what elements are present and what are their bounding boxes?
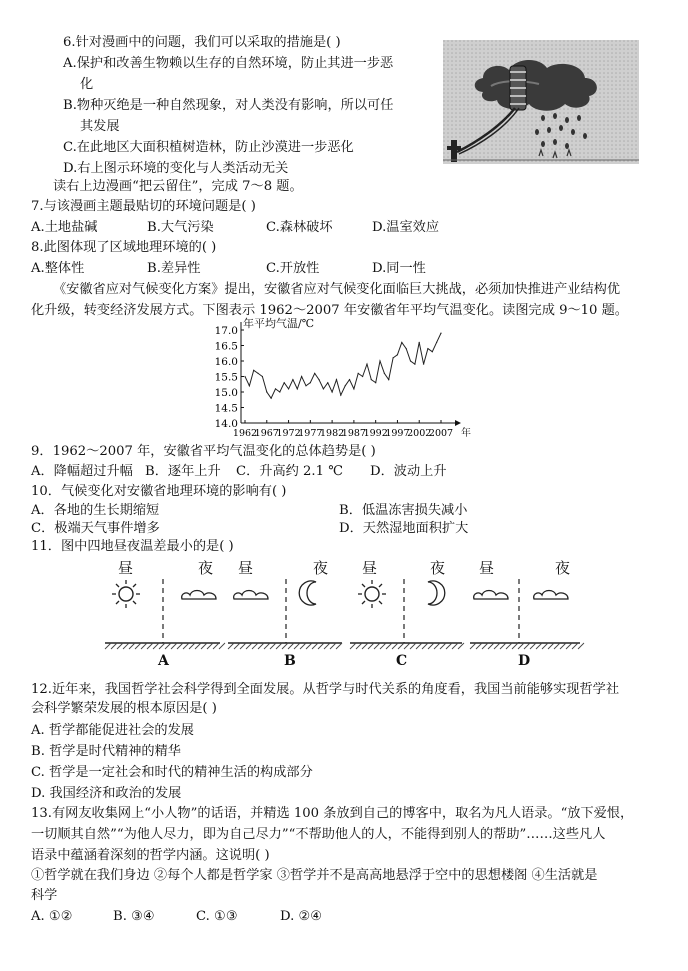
intro-9-10-line2: 化升级，转变经济发展方式。下图表示 1962～2007 年安徽省年平均气温变化。读图完成 9～10 题。	[31, 303, 628, 318]
ground-hatch	[123, 643, 129, 649]
q9-option-a: A．降幅超过升幅	[31, 464, 133, 479]
data-point	[336, 379, 337, 380]
ground-hatch	[380, 643, 386, 649]
q10-option-a: A．各地的生长期缩短	[31, 503, 160, 518]
ground-hatch	[258, 643, 264, 649]
chart-xlabel: 年	[461, 428, 471, 439]
ground-hatch	[392, 643, 398, 649]
data-point	[284, 382, 285, 383]
q13-line4: ①哲学就在我们身边 ②每个人都是哲学家 ③哲学并不是高高地悬浮于空中的思想楼阁 ④生活就是	[31, 868, 598, 883]
q8-option-c: C.开放性	[266, 261, 320, 276]
data-point	[314, 373, 315, 374]
ground-hatch	[252, 643, 258, 649]
data-point	[397, 354, 398, 355]
data-point	[301, 376, 302, 377]
ground-hatch	[294, 643, 300, 649]
q9-stem: 9．1962～2007 年，安徽省平均气温变化的总体趋势是( )	[31, 444, 376, 459]
data-point	[257, 373, 258, 374]
ground-hatch	[324, 643, 330, 649]
y-tick-label: 14.5	[214, 402, 238, 415]
data-point	[375, 382, 376, 383]
q8-option-b: B.差异性	[147, 261, 201, 276]
q6-option-a: A.保护和改善生物赖以生存的自然环境，防止其进一步恶	[63, 56, 394, 71]
cloud-icon	[534, 591, 568, 600]
ground-hatch	[548, 643, 554, 649]
x-tick-label: 1982	[320, 428, 345, 439]
q12-option-a: A. 哲学都能促进社会的发展	[31, 723, 194, 738]
night-label-c: 夜	[430, 559, 446, 577]
q6-option-c: C.在此地区大面积植树造林，防止沙漠进一步恶化	[63, 140, 354, 155]
night-label-d: 夜	[555, 559, 571, 577]
q6-option-b-cont: 其发展	[80, 119, 120, 134]
ground-hatch	[177, 643, 183, 649]
ground-hatch	[476, 643, 482, 649]
moon-icon	[428, 581, 445, 605]
ground-hatch	[410, 643, 416, 649]
ground-hatch	[165, 643, 171, 649]
ground-hatch	[518, 643, 524, 649]
data-point	[406, 348, 407, 349]
q7-option-b: B.大气污染	[147, 220, 214, 235]
x-tick-label: 1987	[341, 428, 366, 439]
data-point	[310, 382, 311, 383]
ground-hatch	[530, 643, 536, 649]
ground-hatch	[288, 643, 294, 649]
data-point	[249, 385, 250, 386]
day-night-diagram	[100, 555, 590, 673]
data-point	[419, 342, 420, 343]
data-point	[297, 388, 298, 389]
ground-hatch	[434, 643, 440, 649]
ground-hatch	[228, 643, 234, 649]
ground-hatch	[368, 643, 374, 649]
q12-option-d: D. 我国经济和政治的发展	[31, 786, 182, 801]
data-point	[379, 360, 380, 361]
ground-hatch	[440, 643, 446, 649]
q13-option-c: C. ①③	[196, 909, 238, 924]
data-point	[327, 382, 328, 383]
q11-stem: 11．图中四地昼夜温差最小的是( )	[31, 539, 234, 554]
x-axis-arrow	[455, 420, 461, 426]
ground-hatch	[488, 643, 494, 649]
data-point	[440, 333, 441, 334]
q10-stem: 10．气候变化对安徽省地理环境的影响有( )	[31, 484, 287, 499]
x-tick-label: 1972	[276, 428, 301, 439]
q13-line3: 语录中蕴涵着深刻的哲学内涵。这说明( )	[31, 848, 270, 863]
sun-icon	[112, 580, 140, 608]
place-label-c: C	[396, 653, 408, 669]
day-label-d: 昼	[479, 559, 495, 577]
x-tick-label: 2002	[407, 428, 432, 439]
ground-hatch	[207, 643, 213, 649]
ground-hatch	[494, 643, 500, 649]
ground-hatch	[219, 643, 225, 649]
q9-option-b: B．逐年上升	[145, 464, 221, 479]
q13-option-b: B. ③④	[113, 909, 155, 924]
q8-option-d: D.同一性	[372, 261, 426, 276]
q6-option-d: D.右上图示环境的变化与人类活动无关	[63, 161, 289, 176]
data-point	[292, 379, 293, 380]
ground-hatch	[183, 643, 189, 649]
q13-option-d: D. ②④	[280, 909, 323, 924]
q13-line1: 13.有网友收集网上“小人物”的话语，并精选 100 条放到自己的博客中，取名为凡人语录。“放下爱恨，	[31, 806, 634, 821]
y-tick-label: 15.0	[214, 387, 238, 399]
y-tick-label: 15.5	[214, 371, 238, 384]
q7-option-a: A.土地盐碱	[31, 220, 98, 235]
ground-hatch	[386, 643, 392, 649]
sun-icon	[358, 580, 386, 608]
ground-hatch	[356, 643, 362, 649]
q10-option-d: D．天然湿地面积扩大	[339, 521, 469, 536]
data-point	[366, 364, 367, 365]
cloud-icon	[234, 591, 268, 600]
q12-option-c: C. 哲学是一定社会和时代的精神生活的构成部分	[31, 765, 313, 780]
ground-hatch	[428, 643, 434, 649]
temperature-chart	[205, 316, 480, 441]
x-tick-label: 1977	[298, 428, 323, 439]
q9-option-c: C．升高约 2.1 ℃	[236, 464, 343, 479]
data-point	[414, 364, 415, 365]
intro-9-10-line1: 《安徽省应对气候变化方案》提出，安徽省应对气候变化面临巨大挑战，必须加快推进产业结构优	[53, 282, 621, 297]
ground-hatch	[111, 643, 117, 649]
ground-hatch	[105, 643, 111, 649]
cloud-icon	[474, 591, 508, 600]
q9-option-d: D．波动上升	[370, 464, 447, 479]
ground-hatch	[560, 643, 566, 649]
ground-hatch	[246, 643, 252, 649]
data-point	[423, 364, 424, 365]
x-tick-label: 1992	[363, 428, 388, 439]
q6-option-a-cont: 化	[80, 77, 94, 92]
data-point	[362, 376, 363, 377]
ground-hatch	[189, 643, 195, 649]
data-point	[410, 360, 411, 361]
ground-hatch	[470, 643, 476, 649]
data-point	[318, 379, 319, 380]
ground-hatch	[240, 643, 246, 649]
ground-hatch	[416, 643, 422, 649]
data-point	[401, 342, 402, 343]
ground-hatch	[554, 643, 560, 649]
data-point	[340, 395, 341, 396]
x-tick-label: 1962	[232, 428, 258, 439]
place-label-a: A	[158, 653, 169, 669]
ground-hatch	[330, 643, 336, 649]
place-label-d: D	[518, 653, 531, 669]
ground-hatch	[312, 643, 318, 649]
ground-hatch	[446, 643, 452, 649]
night-label-a: 夜	[198, 559, 214, 577]
place-label-b: B	[284, 653, 296, 669]
ground-hatch	[147, 643, 153, 649]
data-point	[427, 348, 428, 349]
q10-option-c: C．极端天气事件增多	[31, 521, 160, 536]
ground-hatch	[422, 643, 428, 649]
ground-hatch	[234, 643, 240, 649]
q7-option-d: D.温室效应	[372, 220, 440, 235]
q13-option-a: A. ①②	[31, 909, 73, 924]
ground-hatch	[129, 643, 135, 649]
night-label-b: 夜	[313, 559, 329, 577]
day-label-c: 昼	[362, 559, 378, 577]
ground-hatch	[264, 643, 270, 649]
data-point	[345, 385, 346, 386]
q6-option-b: B.物种灭绝是一种自然现象，对人类没有影响，所以可任	[63, 98, 394, 113]
ground-hatch	[117, 643, 123, 649]
ground-hatch	[398, 643, 404, 649]
data-point	[253, 370, 254, 371]
data-point	[332, 391, 333, 392]
data-point	[262, 376, 263, 377]
ground-hatch	[153, 643, 159, 649]
ground-hatch	[512, 643, 518, 649]
q6-stem: 6.针对漫画中的问题，我们可以采取的措施是( )	[63, 35, 341, 50]
data-point	[358, 373, 359, 374]
y-tick-label: 16.0	[214, 356, 238, 368]
ground-hatch	[578, 643, 584, 649]
data-point	[436, 342, 437, 343]
y-tick-label: 14.0	[214, 418, 238, 430]
q12-stem-line2: 会科学繁荣发展的根本原因是( )	[31, 701, 217, 716]
ground-hatch	[306, 643, 312, 649]
data-point	[266, 391, 267, 392]
data-point	[288, 388, 289, 389]
ground-hatch	[318, 643, 324, 649]
ground-hatch	[300, 643, 306, 649]
q13-line5: 科学	[31, 888, 58, 903]
ground-hatch	[276, 643, 282, 649]
q10-option-b: B．低温冻害损失减小	[339, 503, 468, 518]
ground-hatch	[500, 643, 506, 649]
x-tick-label: 1967	[254, 428, 279, 439]
q12-stem-line1: 12.近年来，我国哲学社会科学得到全面发展。从哲学与时代关系的角度看，我国当前能够实现哲学社	[31, 682, 620, 697]
x-tick-label: 2007	[428, 428, 454, 439]
data-point	[244, 376, 245, 377]
x-tick-label: 1997	[385, 428, 410, 439]
q8-stem: 8.此图体现了区域地理环境的( )	[31, 240, 217, 255]
data-point	[323, 388, 324, 389]
ground-hatch	[482, 643, 488, 649]
data-point	[388, 379, 389, 380]
y-tick-label: 16.5	[214, 340, 238, 353]
q8-option-a: A.整体性	[31, 261, 85, 276]
ground-hatch	[524, 643, 530, 649]
y-tick-label: 17.0	[214, 325, 238, 337]
ground-hatch	[159, 643, 165, 649]
data-point	[353, 388, 354, 389]
ground-hatch	[201, 643, 207, 649]
ground-hatch	[506, 643, 512, 649]
data-point	[392, 357, 393, 358]
data-point	[384, 373, 385, 374]
data-point	[305, 385, 306, 386]
ground-hatch	[171, 643, 177, 649]
moon-icon	[299, 581, 316, 605]
temperature-series-line	[245, 333, 441, 398]
ground-hatch	[282, 643, 288, 649]
chart-ylabel: 年平均气温/℃	[243, 317, 315, 330]
intro-7-8: 读右上边漫画“把云留住”，完成 7～8 题。	[53, 179, 303, 194]
cloud-icon	[182, 591, 216, 600]
ground-hatch	[458, 643, 464, 649]
day-label-b: 昼	[238, 559, 254, 577]
data-point	[432, 351, 433, 352]
cartoon-image	[443, 40, 639, 164]
ground-hatch	[213, 643, 219, 649]
ground-hatch	[135, 643, 141, 649]
data-point	[349, 379, 350, 380]
q7-option-c: C.森林破坏	[266, 220, 333, 235]
ground-hatch	[350, 643, 356, 649]
ground-hatch	[566, 643, 572, 649]
ground-hatch	[536, 643, 542, 649]
ground-hatch	[404, 643, 410, 649]
q12-option-b: B. 哲学是时代精神的精华	[31, 744, 181, 759]
q7-stem: 7.与该漫画主题最贴切的环境问题是( )	[31, 199, 256, 214]
ground-hatch	[572, 643, 578, 649]
ground-hatch	[452, 643, 458, 649]
data-point	[275, 388, 276, 389]
data-point	[371, 379, 372, 380]
ground-hatch	[336, 643, 342, 649]
ground-hatch	[270, 643, 276, 649]
ground-hatch	[374, 643, 380, 649]
ground-hatch	[542, 643, 548, 649]
data-point	[279, 391, 280, 392]
q13-line2: 一切顺其自然”“为他人尽力，即为自己尽力”“不帮助他人的人，不能得到别人的帮助”……这些凡人	[31, 827, 606, 842]
ground-hatch	[195, 643, 201, 649]
ground-hatch	[362, 643, 368, 649]
day-label-a: 昼	[118, 559, 134, 577]
data-point	[271, 398, 272, 399]
ground-hatch	[141, 643, 147, 649]
